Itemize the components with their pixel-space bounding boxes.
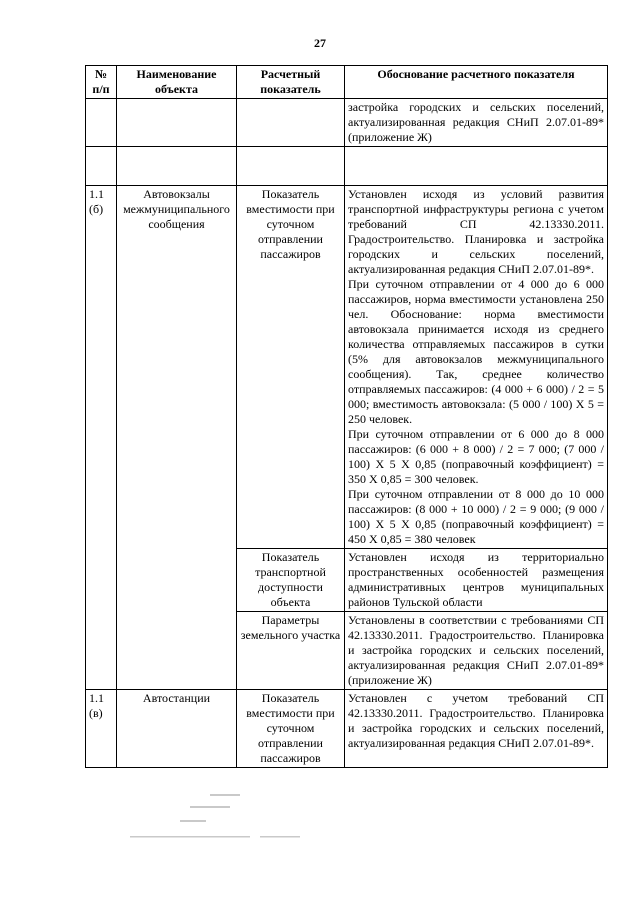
row-1-1-b-basis-accessibility: Установлен исходя из территориально пространственных особенностей размещения административных центров муниципальных районов Тульской области bbox=[345, 549, 608, 612]
header-name: Наименование объекта bbox=[117, 66, 237, 99]
scan-artifact bbox=[120, 790, 340, 850]
indicator-table bbox=[85, 65, 608, 768]
row-1-1-b-indicator-capacity: Показатель вместимости при суточном отправлении пассажиров bbox=[237, 186, 345, 549]
row-1-1-b-num: 1.1 (б) bbox=[86, 186, 117, 690]
row-1-1-b-indicator-land: Параметры земельного участка bbox=[237, 612, 345, 690]
continued-basis: застройка городских и сельских поселений, актуализированная редакция СНиП 2.07.01-89* (приложение Ж) bbox=[345, 99, 608, 147]
row-1-1-b-basis-land: Установлены в соответствии с требованиями СП 42.13330.2011. Градостроительство. Планировка и застройка городских и сельских поселений, актуализированная редакция СНиП 2.07.01-89* (приложение Ж) bbox=[345, 612, 608, 690]
header-indicator: Расчетный показатель bbox=[237, 66, 345, 99]
row-1-1-b-capacity bbox=[86, 186, 608, 549]
basis-paragraph: При суточном отправлении от 8 000 до 10 000 пассажиров: (8 000 + 10 000) / 2 = 9 000; (9 000 / 100) X 5 X 0,85 (поправочный коэффициент) = 450 X 0,85 = 380 человек bbox=[348, 487, 604, 546]
row-1-1-v-name: Автостанции bbox=[117, 690, 237, 768]
row-1-1-v-basis-capacity: Установлен с учетом требований СП 42.13330.2011. Градостроительство. Планировка и застройка городских и сельских поселений, актуализированная редакция СНиП 2.07.01-89*. bbox=[345, 690, 608, 768]
row-1-1-v-num: 1.1 (в) bbox=[86, 690, 117, 768]
row-1-1-b-name: Автовокзалы межмуниципального сообщения bbox=[117, 186, 237, 690]
header-basis: Обоснование расчетного показателя bbox=[345, 66, 608, 99]
row-1-1-b-indicator-accessibility: Показатель транспортной доступности объекта bbox=[237, 549, 345, 612]
spacer-row bbox=[86, 147, 608, 186]
row-1-1-v-indicator-capacity: Показатель вместимости при суточном отправлении пассажиров bbox=[237, 690, 345, 768]
header-row bbox=[86, 66, 608, 99]
continued-row bbox=[86, 99, 608, 147]
basis-paragraph: При суточном отправлении от 6 000 до 8 000 пассажиров: (6 000 + 8 000) / 2 = 7 000; (7 000 / 100) X 5 X 0,85 (поправочный коэффициент) = 350 X 0,85 = 300 человек. bbox=[348, 427, 604, 486]
row-1-1-v-capacity bbox=[86, 690, 608, 768]
page-number: 27 bbox=[314, 36, 326, 50]
header-num: № п/п bbox=[86, 66, 117, 99]
basis-paragraph: Установлен исходя из условий развития транспортной инфраструктуры региона с учетом требований СП 42.13330.2011. Градостроительство. Планировка и застройка городских и сельских поселений, актуализированная редакция СНиП 2.07.01-89*. bbox=[348, 187, 604, 276]
row-1-1-b-basis-capacity bbox=[345, 186, 608, 549]
basis-paragraph: При суточном отправлении от 4 000 до 6 000 пассажиров, норма вместимости установлена 250 чел. Обоснование: норма вместимости автовокзала принимается исходя из среднего количества отправляемых пассажиров в сутки (5% для автовокзалов межмуниципального сообщения). Так, среднее количество отправляемых пассажиров: (4 000 + 6 000) / 2 = 5 000; вместимость автовокзала: (5 000 / 100) X 5 = 250 человек. bbox=[348, 277, 604, 426]
